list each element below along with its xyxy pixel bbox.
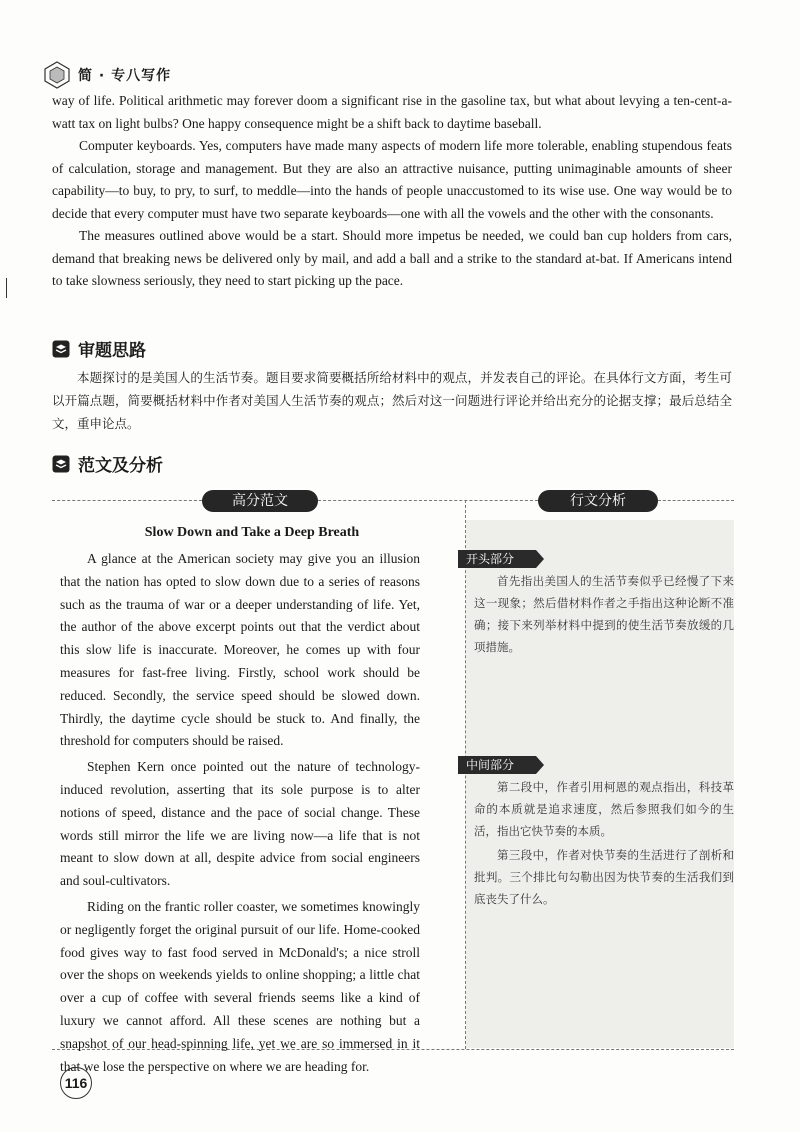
essay-body [60,548,420,1081]
page-header [42,60,171,90]
margin-mark [6,278,7,298]
divider [318,500,538,501]
hexagon-logo-icon [42,60,72,90]
analysis-label: 行文分析 [538,490,658,512]
middle-analysis-text: 第三段中，作者对快节奏的生活进行了剖析和批判。三个排比句勾勒出因为快节奏的生活我们到底丧失了什么。 [474,848,734,906]
middle-section-tag: 中间部分 [458,756,536,774]
header-title: 简 · 专八写作 [78,68,172,84]
paragraph: The measures outlined above would be a start. Should more impetus be needed, we could ban cup holders from cars, demand that breaking news be delivered only by mail, and add a ball and a strike to the standard at-bat. If Americans intend to take slowness seriously, they need to start picking up the pace. [52,228,732,288]
essay-label: 高分范文 [202,490,318,512]
opening-analysis-text: 首先指出美国人的生活节奏似乎已经慢了下来这一现象；然后借材料作者之手指出这种论断不准确；接下来列举材料中提到的使生活节奏放缓的几项措施。 [474,574,734,654]
opening-section-tag: 开头部分 [458,550,536,568]
essay-paragraph: A glance at the American society may give you an illusion that the nation has opted to slow down due to a series of reasons such as the trauma of war or a deeper understanding of life. Yet, the author of the above excerpt points out that the verdict about this slow life is inaccurate. Moreover, he comes up with four measures for fast-free living. Firstly, school work should be reduced. Secondly, the service speed should be slowed down. Thirdly, the daytime cycle should be stuck to. And finally, the threshold for computers should be raised. [60,551,420,749]
section-title: 审题思路 [78,341,146,361]
column-divider [465,500,466,1049]
essay-title: Slow Down and Take a Deep Breath [144,525,360,540]
paragraph: Computer keyboards. Yes, computers have made many aspects of modern life more tolerable, enabling stupendous feats of calculation, storage and management. But they are also an attractive nuisance, putting unimaginable amounts of sheer capability—to buy, to pry, to surf, to meddle—into the hands of people unaccustomed to its wise use. One way would be to decide that every computer must have two separate keyboards—one with all the vowels and the other with the consonants. [52,138,732,221]
paragraph: way of life. Political arithmetic may forever doom a significant rise in the gasoline tax, but what about levying a ten-cent-a-watt tax on light bulbs? One happy consequence might be a shift back to daytime baseball. [52,93,732,131]
page-number: 116 [60,1067,92,1099]
top-text-block [52,90,732,293]
section-title: 范文及分析 [78,456,163,476]
stack-icon [52,340,70,358]
essay-paragraph: Riding on the frantic roller coaster, we sometimes knowingly or negligently forget the original pursuit of our life. Home-cooked food gives way to fast food served in McDonald's; a nice stroll over the shops on weekends yields to online shopping; a little chat over a cup of coffee with several friends seems like a kind of luxury we cannot afford. All these scenes are nothing but a snapshot of our head-spinning life, yet we are so immersed in it that we lose the perspective on where we are heading for. [60,898,420,1074]
divider [52,500,202,501]
divider [658,500,734,501]
section-heading-analysis [52,336,146,361]
section-heading-sample [52,451,163,476]
analysis-paragraph: 本题探讨的是美国人的生活节奏。题目要求简要概括所给材料中的观点，并发表自己的评论。在具体行文方面，考生可以开篇点题，简要概括材料中作者对美国人生活节奏的观点；然后对这一问题进行评论并给出充分的论据支撑；最后总结全文，重申论点。 [52,370,732,431]
middle-analysis-text: 第二段中，作者引用柯恩的观点指出，科技革命的本质就是追求速度，然后参照我们如今的生活，指出它快节奏的本质。 [474,780,734,838]
essay-paragraph: Stephen Kern once pointed out the nature of technology-induced revolution, asserting that its sole purpose is to alter notions of speed, distance and the pace of social change. These words still mirror the life we are living now—a life that is not meant to slow down at all, despite advice from social engineers and soul-cultivators. [60,759,420,889]
stack-icon [52,455,70,473]
